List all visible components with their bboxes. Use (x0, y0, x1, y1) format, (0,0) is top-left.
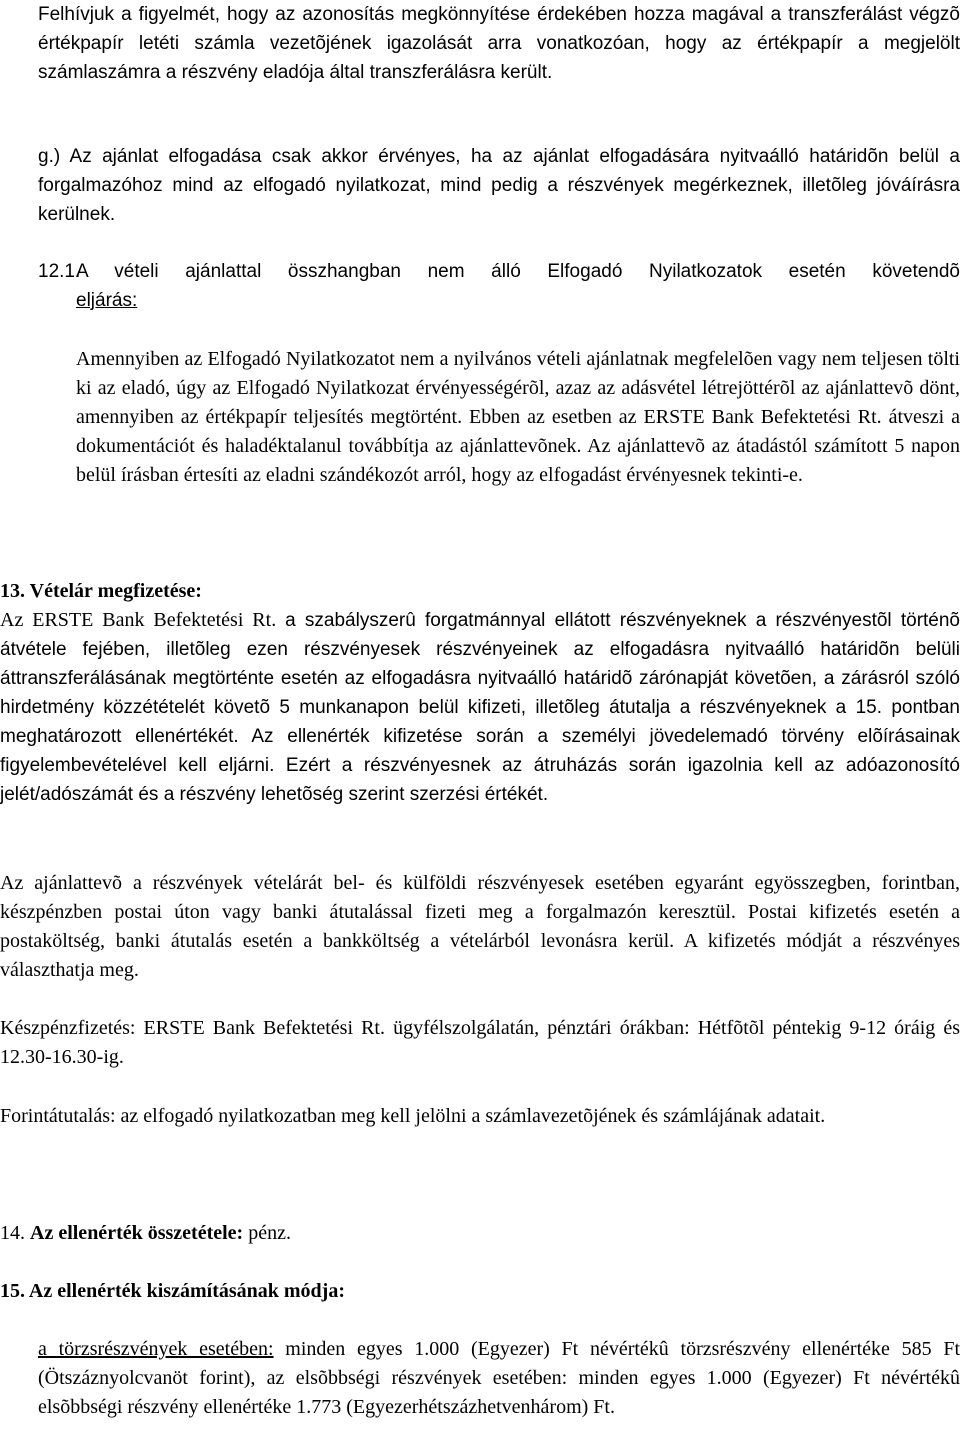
clause-g (0, 142, 960, 229)
notice-paragraph (0, 0, 960, 87)
section-12-1-heading (0, 257, 960, 315)
notice-text: Felhívjuk a figyelmét, hogy az azonosítás megkönnyítése érdekében hozza magával a transzferálást végzõ értékpapír letéti számla vezetõjének igazolását arra vonatkozóan, hogy az értékpapír a megjelölt számlaszámra a részvény eladója által transzferálásra került. (38, 4, 960, 83)
section-13-para2 (0, 869, 960, 985)
section-13-para4 (0, 1102, 960, 1131)
section-13-para3-text: Készpénzfizetés: ERSTE Bank Befektetési Rt. ügyfélszolgálatán, pénztári órákban: Hétfõtõl péntekig 9-12 óráig és 12.30-16.30-ig. (0, 1017, 960, 1068)
section-12-1-title-line1: A vételi ajánlattal összhangban nem álló Elfogadó Nyilatkozatok esetén követendõ (76, 261, 960, 282)
clause-g-text: g.) Az ajánlat elfogadása csak akkor érvényes, ha az ajánlat elfogadására nyitvaálló határidõn belül a forgalmazóhoz mind az elfogadó nyilatkozat, mind pedig a részvények megérkeznek, illetõleg jóváírásra kerülnek. (38, 146, 960, 225)
section-15-title: Az ellenérték kiszámításának módja: (28, 1280, 345, 1302)
section-14 (0, 1219, 960, 1248)
section-14-number: 14. (0, 1222, 25, 1244)
section-13-para4-text: Forintátutalás: az elfogadó nyilatkozatban meg kell jelölni a számlavezetõjének és számlájának adatait. (0, 1105, 826, 1127)
section-12-1-number: 12.1. (38, 261, 81, 282)
section-13-para1-text: a szabályszerû forgatmánnyal ellátott részvényeknek a részvényestõl történõ átvétele fejében, illetõleg ezen részvényesek részvényeinek az elfogadásra nyitvaálló határidõn belüli áttranszferálásának megtörténte esetén az elfogadásra nyitvaálló határidõ zárónapját követõen, a zárásról szóló hirdetmény közzétételét követõ 5 munkanapon belül kifizeti, illetõleg átutalja a részvényeknek a 15. pontban meghatározott ellenértékét. Az ellenérték kifizetése során a személyi jövedelemadó törvény elõírásainak figyelembevételével kell eljárni. Ezért a részvényesnek az átruházás során igazolnia kell az adóazonosító jelét/adószámát és a részvény lehetõség szerint szerzési értékét. (0, 610, 960, 805)
section-13-para1-lead: Az ERSTE Bank Befektetési Rt. (0, 609, 277, 631)
section-15-number: 15. (0, 1280, 25, 1302)
section-13-para1 (0, 606, 960, 809)
section-12-1-title-line2: eljárás: (76, 290, 138, 311)
section-15-heading (0, 1277, 960, 1306)
section-14-value: pénz. (248, 1222, 291, 1244)
section-13-title: Vételár megfizetése: (29, 580, 202, 602)
section-12-1-body (0, 345, 960, 490)
section-13-para2-text: Az ajánlattevõ a részvények vételárát bel- és külföldi részvényesek esetében egyaránt egyösszegben, forintban, készpénzben postai úton vagy banki átutalással fizeti meg a forgalmazón keresztül. Postai kifizetés esetén a postaköltség, banki átutalás esetén a bankköltség a vételárból levonásra kerül. A kifizetés módját a részvényes választhatja meg. (0, 872, 960, 981)
section-15-body-text: minden egyes 1.000 (Egyezer) Ft névértékû törzsrészvény ellenértéke 585 Ft (Ötszáznyolcvanöt forint), az elsõbbségi részvények esetében: minden egyes 1.000 (Egyezer) Ft névértékû elsõbbségi részvény ellenértéke 1.773 (Egyezerhétszázhetvenhárom) Ft. (38, 1338, 960, 1418)
section-12-1-body-text: Amennyiben az Elfogadó Nyilatkozatot nem a nyilvános vételi ajánlatnak megfelelõen vagy nem teljesen tölti ki az eladó, úgy az Elfogadó Nyilatkozat érvényességérõl, azaz az adásvétel létrejöttérõl az ajánlattevõ dönt, amennyiben az értékpapír teljesítés megtörtént. Ebben az esetben az ERSTE Bank Befektetési Rt. átveszi a dokumentációt és haladéktalanul továbbítja az ajánlattevõnek. Az ajánlattevõ az átadástól számított 5 napon belül írásban értesíti az eladni szándékozót arról, hogy az elfogadást érvényesnek tekinti-e. (76, 348, 960, 486)
section-15-lead: a törzsrészvények esetében: (38, 1338, 274, 1360)
section-13-number: 13. (0, 580, 25, 602)
section-15-body (0, 1335, 960, 1422)
section-13-para3 (0, 1014, 960, 1072)
section-14-title: Az ellenérték összetétele: (30, 1222, 244, 1244)
section-13-heading (0, 577, 960, 606)
